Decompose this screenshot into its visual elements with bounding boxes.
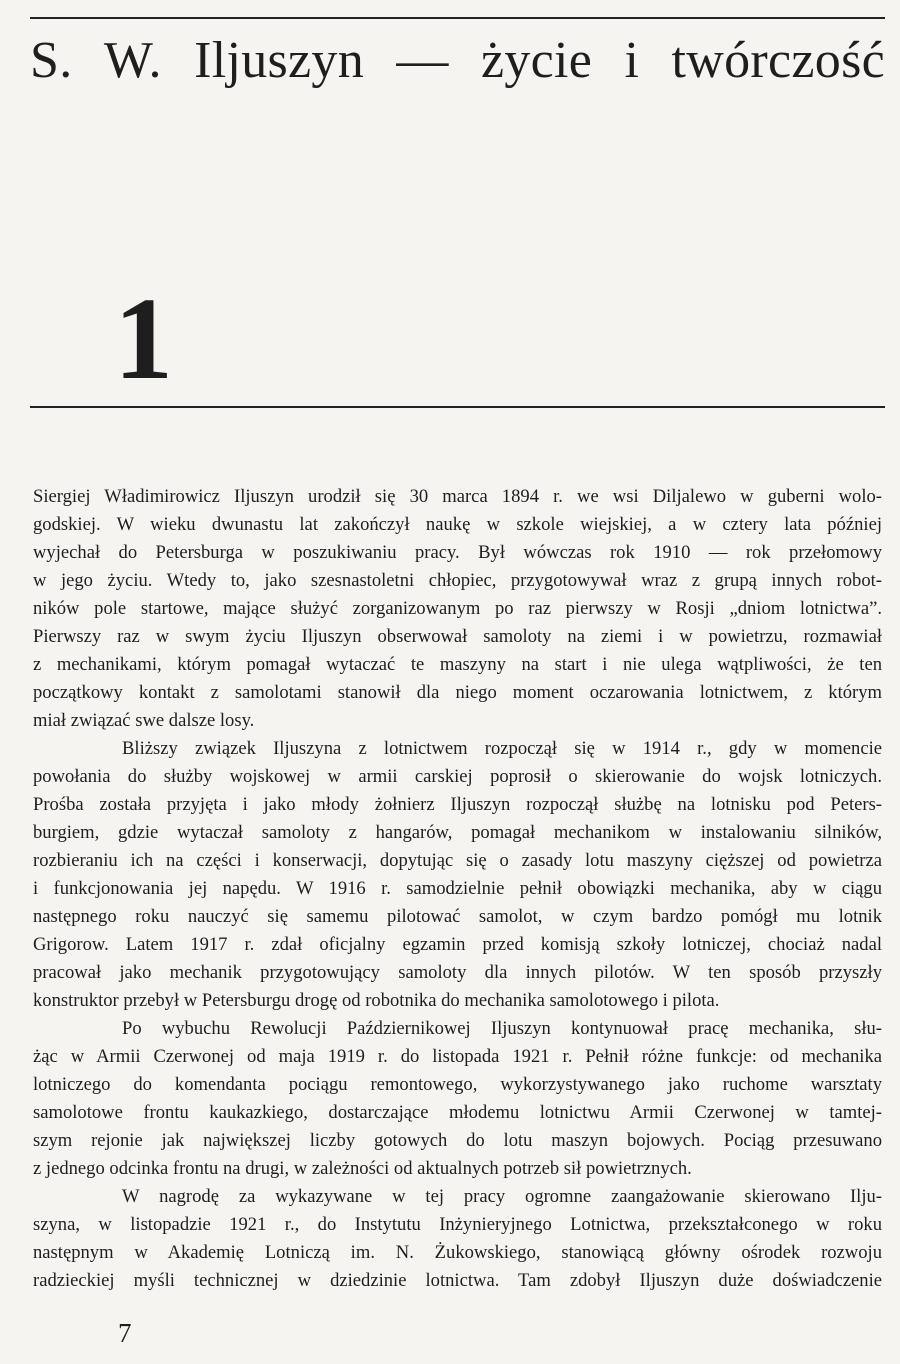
text-line: lotniczego do komendanta pociągu remontowego, wykorzystywanego jako ruchome warsztaty	[33, 1074, 882, 1095]
text-line: w jego życiu. Wtedy to, jako szesnastoletni chłopiec, przygotowywał wraz z grupą innych robot-	[33, 570, 882, 591]
text-line: miał związać swe dalsze losy.	[33, 710, 255, 731]
text-line: samolotowe frontu kaukazkiego, dostarczające młodemu lotnictwu Armii Czerwonej w tamtej-	[33, 1102, 882, 1123]
text-line: godskiej. W wieku dwunastu lat zakończył naukę w szkole wiejskiej, a w cztery lata później	[33, 514, 882, 535]
text-line: z mechanikami, którym pomagał wytaczać te maszyny na start i nie ulega wątpliwości, że ten	[33, 654, 882, 675]
text-line: szym rejonie jak największej liczby gotowych do lotu maszyn bojowych. Pociąg przesuwano	[33, 1130, 882, 1151]
text-line: wyjechał do Petersburga w poszukiwaniu pracy. Był wówczas rok 1910 — rok przełomowy	[33, 542, 882, 563]
chapter-number: 1	[114, 273, 173, 404]
text-line: powołania do służby wojskowej w armii carskiej poprosił o skierowanie do wojsk lotniczych.	[33, 766, 882, 787]
text-line: Grigorow. Latem 1917 r. zdał oficjalny egzamin przed komisją szkoły lotniczej, chociaż nadal	[33, 934, 882, 955]
paragraph	[33, 735, 882, 1015]
paragraph	[33, 1015, 882, 1183]
text-line: następnym w Akademię Lotniczą im. N. Żukowskiego, stanowiącą główny ośrodek rozwoju	[33, 1242, 882, 1263]
paragraph	[33, 1183, 882, 1295]
text-line: ników pole startowe, mające służyć zorganizowanym po raz pierwszy w Rosji „dniom lotnictwa”.	[33, 598, 882, 619]
page-number: 7	[118, 1318, 132, 1348]
text-line: szyna, w listopadzie 1921 r., do Instytutu Inżynieryjnego Lotnictwa, przekształconego w roku	[33, 1214, 882, 1235]
text-line: z jednego odcinka frontu na drugi, w zależności od aktualnych potrzeb sił powietrznych.	[33, 1158, 692, 1179]
text-line: konstruktor przebył w Petersburgu drogę od robotnika do mechanika samolotowego i pilota.	[33, 990, 720, 1011]
chapter-rule	[30, 406, 885, 408]
text-line: początkowy kontakt z samolotami stanowił dla niego moment oczarowania lotnictwem, z którym	[33, 682, 882, 703]
top-rule	[30, 17, 885, 19]
text-line: radzieckiej myśli technicznej w dziedzinie lotnictwa. Tam zdobył Iljuszyn duże doświadczenie	[33, 1270, 882, 1291]
text-line: następnego roku nauczyć się samemu pilotować samolot, w czym bardzo pomógł mu lotnik	[33, 906, 882, 927]
text-line: burgiem, gdzie wytaczał samoloty z hangarów, pomagał mechanikom w instalowaniu silników,	[33, 822, 882, 843]
text-line: W nagrodę za wykazywane w tej pracy ogromne zaangażowanie skierowano Ilju-	[122, 1186, 882, 1207]
text-line: Prośba została przyjęta i jako młody żołnierz Iljuszyn rozpoczął służbę na lotnisku pod Peters-	[33, 794, 882, 815]
text-line: Po wybuchu Rewolucji Październikowej Iljuszyn kontynuował pracę mechanika, słu-	[122, 1018, 882, 1039]
text-line: pracował jako mechanik przygotowujący samoloty dla innych pilotów. W ten sposób przyszły	[33, 962, 882, 983]
text-line: Bliższy związek Iljuszyna z lotnictwem rozpoczął się w 1914 r., gdy w momencie	[122, 738, 882, 759]
text-line: rozbieraniu ich na części i konserwacji, dopytując się o zasady lotu maszyny cięższej od powietrza	[33, 850, 882, 871]
text-line: i funkcjonowania jej napędu. W 1916 r. samodzielnie pełnił obowiązki mechanika, aby w ciągu	[33, 878, 882, 899]
text-line: Pierwszy raz w swym życiu Iljuszyn obserwował samoloty na ziemi i w powietrzu, rozmawiał	[33, 626, 882, 647]
body-text	[33, 483, 882, 1295]
text-line: Siergiej Władimirowicz Iljuszyn urodził się 30 marca 1894 r. we wsi Diljalewo w guberni wolo-	[33, 486, 882, 507]
paragraph	[33, 483, 882, 735]
chapter-title: S. W. Iljuszyn — życie i twórczość	[30, 32, 885, 89]
text-line: żąc w Armii Czerwonej od maja 1919 r. do listopada 1921 r. Pełnił różne funkcje: od mechanika	[33, 1046, 882, 1067]
